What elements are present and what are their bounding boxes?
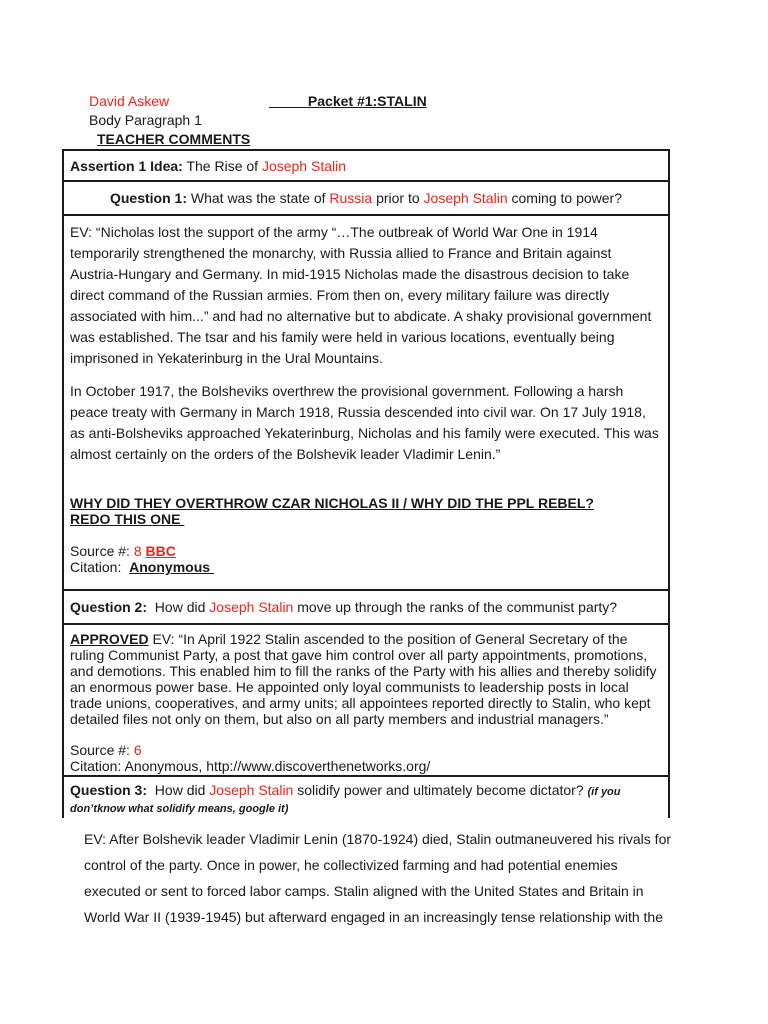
assertion-table (62, 149, 670, 818)
evidence-2-cell (64, 625, 668, 777)
question-3-part1: How did (154, 782, 206, 798)
question-2-highlight: Joseph Stalin (209, 599, 294, 615)
question-2-part2: move up through the ranks of the communist party? (297, 599, 618, 615)
citation-value: Anonymous, http://www.discoverthenetworks.org/ (124, 758, 431, 774)
question-1-row (64, 182, 668, 216)
question-2-row (64, 591, 668, 625)
evidence-1-paragraph-1: EV: “Nicholas lost the support of the army “…The outbreak of World War One in 1914 temporarily strengthened the monarchy, with Russia allied to France and Britain against Austria-Hungary and Germany. In mid-1915 Nicholas made the disastrous decision to take direct command of the Russian armies. From then on, every military failure was directly associated with him...” and had no alternative but to abdicate. A shaky provisional government was established. The tsar and his family were held in various locations, eventually being imprisoned in Yekaterinburg in the Ural Mountains. (70, 224, 652, 366)
student-name: David Askew (89, 93, 170, 109)
teacher-comment-line-1: WHY DID THEY OVERTHROW CZAR NICHOLAS II / WHY DID THE PPL REBEL? (70, 495, 594, 511)
packet-title-text: Packet #1:STALIN (307, 93, 427, 109)
question-1-highlight2: Joseph Stalin (423, 190, 508, 206)
body-paragraph-label: Body Paragraph 1 (89, 112, 202, 128)
evidence-1-cell (64, 216, 668, 591)
question-3-note: (if you don’tknow what solidify means, google it) (70, 786, 621, 815)
evidence-3-text (84, 826, 674, 930)
question-3-part2: solidify power and ultimately become dictator? (297, 782, 584, 798)
evidence-2-body: EV: “In April 1922 Stalin ascended to the position of General Secretary of the ruling Communist Party, a post that gave him control over all party appointments, promotions, and demotions. This enabled him to fill the ranks of the Party with his allies and thereby solidify an enormous power base. He appointed only loyal communists to leadership posts in local trade unions, cooperatives, and army units; all appointees reported directly to Stalin, who kept detailed files not only on them, but also on all party members and industrial managers.” (70, 631, 657, 727)
assertion-row (64, 151, 668, 182)
question-3-highlight: Joseph Stalin (209, 782, 294, 798)
citation-label: Citation: (70, 758, 122, 774)
citation-label: Citation: (70, 559, 122, 575)
evidence-2-text (70, 631, 662, 727)
question-1-label: Question 1: (109, 190, 187, 206)
evidence-1-citation (70, 559, 662, 575)
teacher-comments-heading: TEACHER COMMENTS (97, 131, 251, 147)
evidence-2-citation (70, 758, 662, 774)
evidence-1-source (70, 543, 662, 559)
question-1-part1: What was the state of (190, 190, 326, 206)
question-2-label: Question 2: (70, 599, 148, 615)
evidence-3-body: EV: After Bolshevik leader Vladimir Lenin (1870-1924) died, Stalin outmaneuvered his rivals for control of the party. Once in power, he collectivized farming and had potential enemies executed or sent to forced labor camps. Stalin aligned with the United States and Britain in World War II (1939-1945) but afterward engaged in an increasingly tense relationship with the (84, 831, 672, 925)
assertion-text: The Rise of (186, 158, 259, 174)
assertion-label: Assertion 1 Idea: (70, 158, 183, 174)
question-1-part2: prior to (376, 190, 420, 206)
question-3-row (64, 777, 668, 818)
source-name: BBC (145, 543, 176, 559)
question-2-part1: How did (154, 599, 206, 615)
assertion-highlight: Joseph Stalin (261, 158, 347, 174)
question-1-highlight1: Russia (329, 190, 373, 206)
source-label: Source #: (70, 543, 130, 559)
approved-mark: APPROVED (70, 631, 149, 647)
packet-title (269, 92, 427, 110)
evidence-2-source (70, 742, 662, 758)
source-number: 6 (133, 742, 142, 758)
packet-title-underline (269, 93, 308, 109)
source-number: 8 (133, 543, 142, 559)
citation-value: Anonymous (129, 559, 211, 575)
question-1-part3: coming to power? (511, 190, 623, 206)
evidence-1-paragraph-2: In October 1917, the Bolsheviks overthrew the provisional government. Following a harsh peace treaty with Germany in March 1918, Russia descended into civil war. On 17 July 1918, as anti-Bolsheviks approached Yekaterinburg, Nicholas and his family were executed. This was almost certainly on the orders of the Bolshevik leader Vladimir Lenin.” (70, 383, 659, 462)
source-label: Source #: (70, 742, 130, 758)
question-3-label: Question 3: (70, 782, 148, 798)
teacher-comment-line-2: REDO THIS ONE (70, 511, 181, 527)
